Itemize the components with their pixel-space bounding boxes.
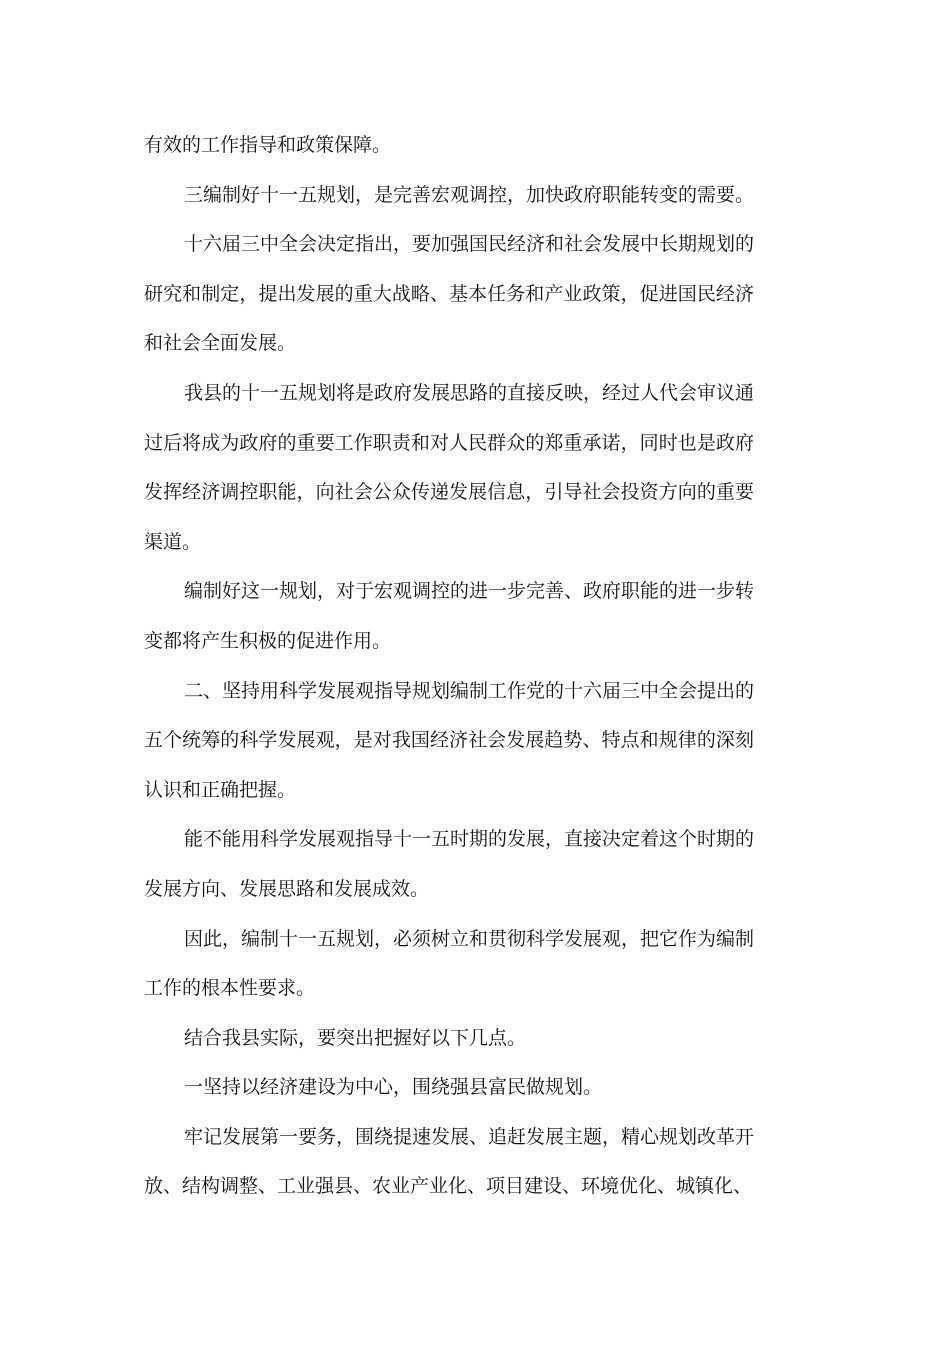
paragraph-subpoint-one: 一坚持以经济建设为中心，围绕强县富民做规划。 — [184, 1076, 603, 1099]
paragraph: 结合我县实际，要突出把握好以下几点。 — [184, 1026, 527, 1049]
paragraph-section-two-heading: 二、坚持用科学发展观指导规划编制工作党的十六届三中全会提出的五个统筹的科学发展观，是对我国经济社会发展趋势、特点和规律的深刻认识和正确把握。 — [144, 679, 755, 801]
paragraph-continuation: 有效的工作指导和政策保障。 — [144, 134, 392, 156]
paragraph: 牢记发展第一要务，围绕提速发展、追赶发展主题，精心规划改革开放、结构调整、工业强县、农业产业化、项目建设、环境优化、城镇化、 — [144, 1125, 755, 1198]
paragraph: 编制好这一规划，对于宏观调控的进一步完善、政府职能的进一步转变都将产生积极的促进作用。 — [144, 580, 755, 652]
paragraph: 我县的十一五规划将是政府发展思路的直接反映，经过人代会审议通过后将成为政府的重要工作职责和对人民群众的郑重承诺，同时也是政府发挥经济调控职能，向社会公众传递发展信息，引导社会投资方向的重要渠道。 — [144, 381, 755, 553]
paragraph: 能不能用科学发展观指导十一五时期的发展，直接决定着这个时期的发展方向、发展思路和发展成效。 — [144, 828, 755, 900]
paragraph: 十六届三中全会决定指出，要加强国民经济和社会发展中长期规划的研究和制定，提出发展的重大战略、基本任务和产业政策，促进国民经济和社会全面发展。 — [144, 233, 755, 355]
document-body — [144, 121, 754, 1212]
paragraph-section-three-heading: 三编制好十一五规划，是完善宏观调控，加快政府职能转变的需要。 — [184, 183, 755, 206]
paragraph: 因此，编制十一五规划，必须树立和贯彻科学发展观，把它作为编制工作的根本性要求。 — [144, 927, 755, 1000]
